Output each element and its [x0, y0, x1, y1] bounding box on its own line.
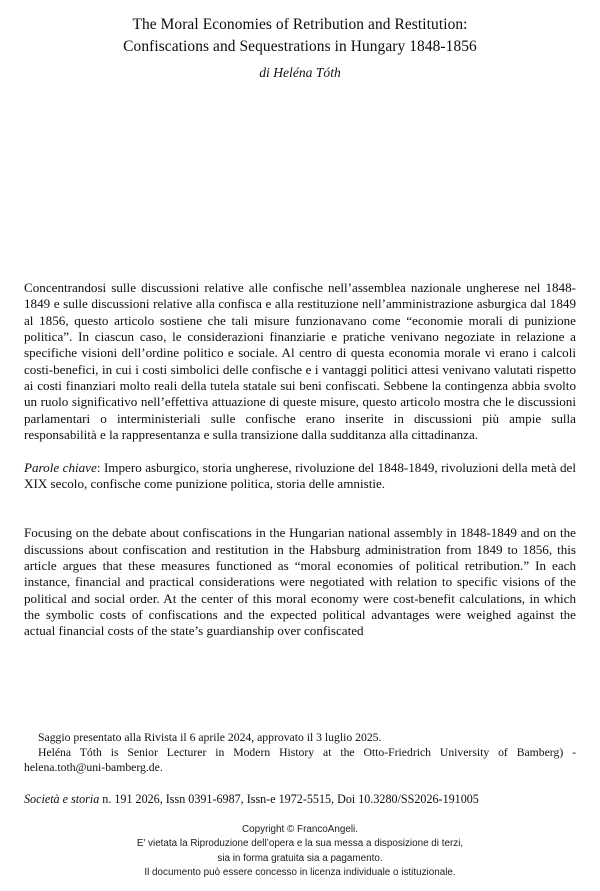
title-line-1: The Moral Economies of Retribution and Restitution: — [132, 16, 468, 33]
journal-name: Società e storia — [24, 792, 100, 806]
keywords-text: Impero asburgico, storia ungherese, rivoluzione del 1848-1849, rivoluzioni della metà del XIX secolo, confische come punizione politica, storia delle amnistie. — [24, 459, 576, 492]
abstract-body — [24, 280, 576, 640]
copyright-line-3: sia in forma gratuita sia a pagamento. — [217, 852, 383, 864]
journal-citation-details: n. 191 2026, Issn 0391-6987, Issn-e 1972-5515, Doi 10.3280/SS2026-191005 — [99, 792, 479, 806]
copyright-line-2: E' vietata la Riproduzione dell’opera e la sua messa a disposizione di terzi, — [136, 838, 464, 850]
page-title — [24, 14, 576, 57]
copyright-line-4: Il documento può essere concesso in licenza individuale o istituzionale. — [144, 866, 456, 878]
title-line-2: Confiscations and Sequestrations in Hungary 1848-1856 — [123, 37, 477, 55]
footnote-author-affiliation: Heléna Tóth is Senior Lecturer in Modern History at the Otto-Friedrich University of Bamberg) - helena.toth@uni-bamberg.de. — [24, 746, 576, 775]
footnote-submission-note: Saggio presentato alla Rivista il 6 aprile 2024, approvato il 3 luglio 2025. — [38, 731, 382, 744]
keywords-label: Parole chiave — [24, 459, 97, 475]
author-byline: di Heléna Tóth — [259, 65, 341, 80]
journal-citation — [24, 791, 580, 807]
copyright-line-1: Copyright © FrancoAngeli. — [242, 824, 358, 835]
copyright-footer — [0, 823, 600, 880]
abstract-italian: Concentrandosi sulle discussioni relative alle confische nell’assemblea nazionale ungherese nel 1848-1849 e sulle discussioni relative alla confisca e alla restituzione nell’amministrazione asburgica dal 1849 al 1856, questo articolo sostiene che tali misure funzionavano come “economie morali di punizione politica”. In ciascun caso, le considerazioni finanziarie e pratiche venivano negoziate in relazione a specifiche visioni dell’ordine politico e sociale. Al centro di questa economia morale vi erano i calcoli costi-benefici, in cui i costi simbolici delle confische e i vantaggi politici attesi venivano valutati rispetto ai costi finanziari molto reali della tutela statale sui beni confiscati. Sebbene la contingenza abbia svolto un ruolo significativo nell’effettiva attuazione di queste misure, questo articolo mostra che le discussioni parlamentari o interministeriali sulle confische erano inserite in discussioni più ampie sulla responsabilità e la rappresentanza e sulla transizione dalla sudditanza alla cittadinanza. — [24, 280, 576, 443]
footnote-block — [24, 730, 576, 776]
abstract-english: Focusing on the debate about confiscations in the Hungarian national assembly in 1848-1849 and on the discussions about confiscation and restitution in the Habsburg administration from 1849 to 1856, this article argues that these measures functioned as “moral economies of political retribution.” In each instance, financial and practical considerations were negotiated with relation to specific visions of the political and social order. At the center of this moral economy were cost-benefit calculations, in which the symbolic costs of confiscations and the expected political advantages were weighed against the actual financial costs of the state’s guardianship over confiscated — [24, 525, 576, 639]
keywords-separator: : — [96, 459, 104, 475]
keywords-italian — [24, 460, 576, 493]
